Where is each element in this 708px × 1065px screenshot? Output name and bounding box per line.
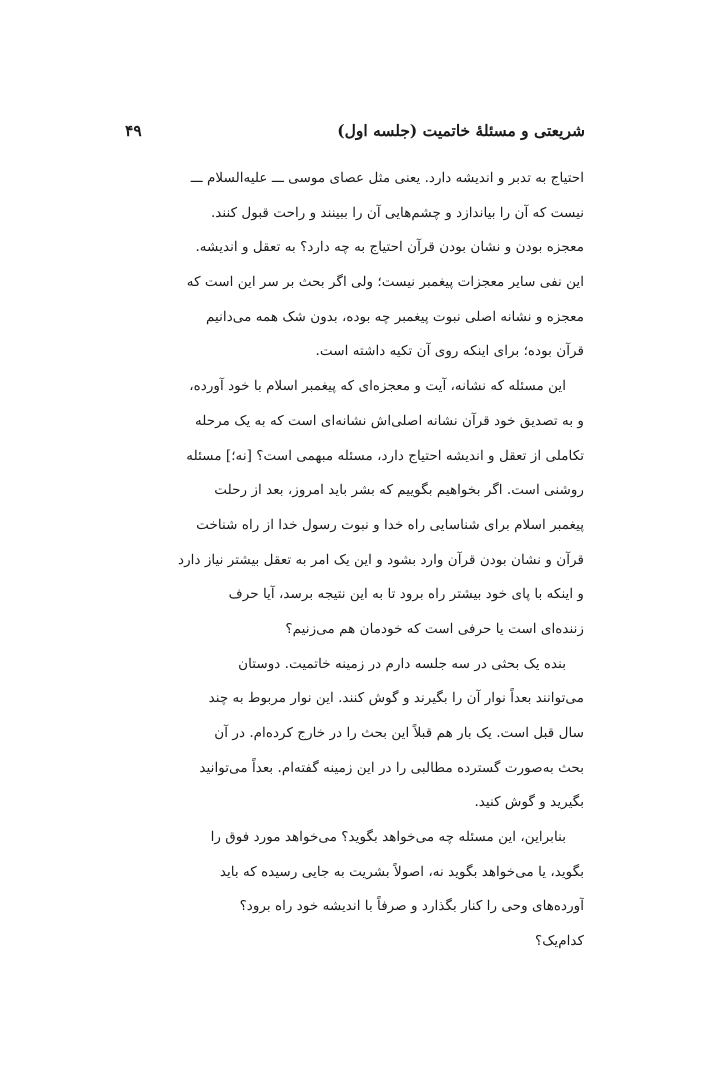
text-line: احتیاج به تدبر و اندیشه دارد. یعنی مثل عصای موسی ـــ علیه‌السلام ـــ (190, 170, 584, 186)
text-line: بگیرید و گوش کنید. (474, 794, 584, 811)
body-text (122, 161, 584, 959)
text-line: این مسئله که نشانه، آیت و معجزه‌ای که پیغمبر اسلام با خود آورده، (189, 378, 566, 395)
text-line: بنده یک بحثی در سه جلسه دارم در زمینه خاتمیت. دوستان (238, 655, 566, 672)
text-line: بگوید، یا می‌خواهد بگوید نه، اصولاً بشریت به جایی رسیده که باید (219, 863, 584, 880)
text-line: کدام‌یک؟ (535, 933, 584, 950)
paragraph-3 (122, 647, 584, 820)
text-line: بنابراین، این مسئله چه می‌خواهد بگوید؟ می‌خواهد مورد فوق را (210, 829, 566, 846)
text-line: قرآن بوده؛ برای اینکه روی آن تکیه داشته است. (315, 343, 584, 360)
text-line: بحث به‌صورت گسترده مطالبی را در این زمینه گفته‌ام. بعداً می‌توانید (199, 759, 584, 776)
text-line: آورده‌های وحی را کنار بگذارد و صرفاً با اندیشه خود راه برود؟ (239, 898, 584, 915)
text-line: پیغمبر اسلام برای شناسایی راه خدا و نبوت رسول خدا از راه شناخت (196, 516, 584, 533)
text-line: زننده‌ای است یا حرفی است که خودمان هم می‌زنیم؟ (285, 620, 584, 637)
text-line: و به تصدیق خود قرآن نشانه اصلی‌اش نشانه‌ای است که به یک مرحله (194, 412, 584, 429)
text-line: تکاملی از تعقل و اندیشه احتیاج دارد، مسئله مبهمی است؟ [نه؛] مسئله (186, 447, 584, 464)
page-number: ۴۹ (125, 121, 142, 140)
page-header (125, 116, 585, 146)
text-line: روشنی است. اگر بخواهیم بگوییم که بشر باید امروز، بعد از رحلت (214, 482, 584, 499)
text-line: معجزه بودن و نشان بودن قرآن احتیاج به چه دارد؟ به تعقل و اندیشه. (195, 239, 584, 256)
text-line: قرآن و نشان بودن قرآن وارد بشود و این یک امر به تعقل بیشتر نیاز دارد (178, 551, 584, 568)
text-line: می‌توانند بعداً نوار آن را بگیرند و گوش کنند. این نوار مربوط به چند (208, 690, 584, 707)
text-line: معجزه و نشانه اصلی نبوت پیغمبر چه بوده، بدون شک همه می‌دانیم (206, 308, 584, 325)
text-line: نیست که آن را بیاندازد و چشم‌هایی آن را ببینند و راحت قبول کنند. (210, 204, 584, 221)
paragraph-4 (122, 820, 584, 959)
paragraph-2 (122, 369, 584, 647)
text-line: و اینکه با پای خود بیشتر راه برود تا به این نتیجه برسد، آیا حرف (228, 586, 584, 603)
paragraph-1 (122, 161, 584, 369)
text-line: سال قبل است. یک بار هم قبلاً این بحث را در خارج کرده‌ام. در آن (214, 725, 584, 741)
text-line: این نفی سایر معجزات پیغمبر نیست؛ ولی اگر بحث بر سر این است که (186, 274, 584, 291)
running-title: شریعتی و مسئلهٔ خاتمیت (جلسه اول) (337, 121, 585, 140)
